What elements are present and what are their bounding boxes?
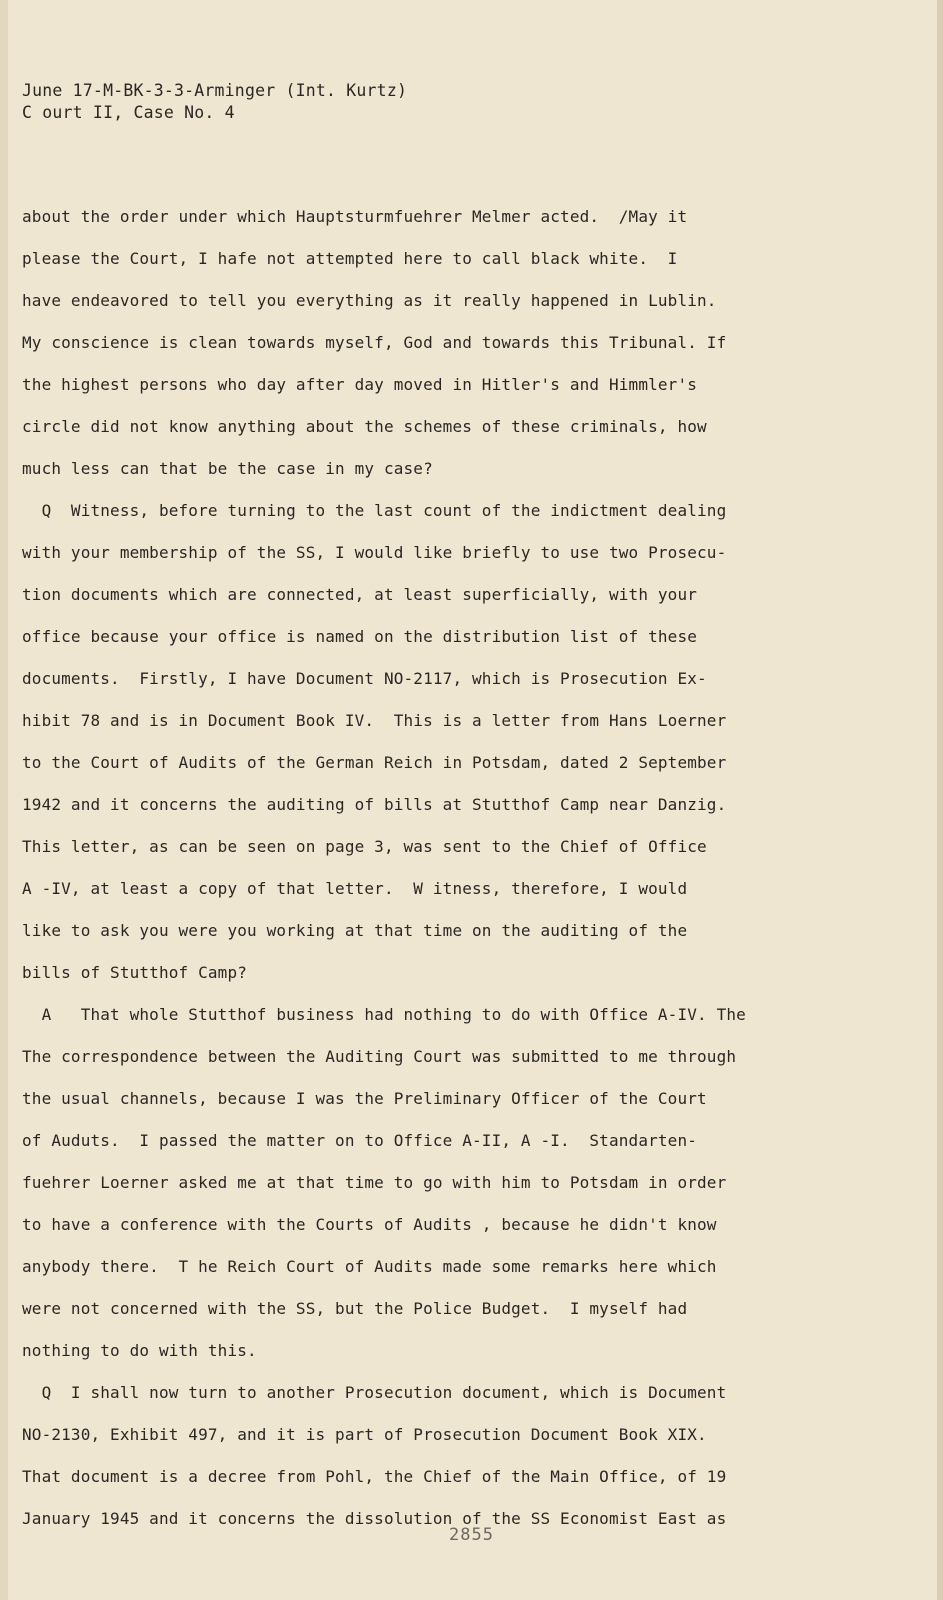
text-line: January 1945 and it concerns the dissolution of the SS Economist East as bbox=[22, 1509, 727, 1528]
text-line: Q Witness, before turning to the last count of the indictment dealing bbox=[22, 501, 727, 520]
page-edge-left bbox=[0, 0, 8, 1600]
text-line: about the order under which Hauptsturmfuehrer Melmer acted. /May it bbox=[22, 207, 688, 226]
text-line: like to ask you were you working at that time on the auditing of the bbox=[22, 921, 688, 940]
header-line-2: C ourt II, Case No. 4 bbox=[22, 103, 235, 122]
text-line: to the Court of Audits of the German Reich in Potsdam, dated 2 September bbox=[22, 753, 727, 772]
text-line: documents. Firstly, I have Document NO-2117, which is Prosecution Ex- bbox=[22, 669, 707, 688]
text-line: tion documents which are connected, at least superficially, with your bbox=[22, 585, 698, 604]
text-line: fuehrer Loerner asked me at that time to go with him to Potsdam in order bbox=[22, 1173, 727, 1192]
text-line: with your membership of the SS, I would like briefly to use two Prosecu- bbox=[22, 543, 727, 562]
page-edge-right bbox=[937, 0, 943, 1600]
text-line: A -IV, at least a copy of that letter. W itness, therefore, I would bbox=[22, 879, 688, 898]
text-line: hibit 78 and is in Document Book IV. This is a letter from Hans Loerner bbox=[22, 711, 727, 730]
text-line: A That whole Stutthof business had nothing to do with Office A-IV. The bbox=[22, 1005, 746, 1024]
text-line: of Auduts. I passed the matter on to Office A-II, A -I. Standarten- bbox=[22, 1131, 698, 1150]
document-header bbox=[22, 80, 407, 124]
text-line: This letter, as can be seen on page 3, was sent to the Chief of Office bbox=[22, 837, 707, 856]
transcript-body bbox=[22, 202, 922, 1546]
text-line: much less can that be the case in my case? bbox=[22, 459, 433, 478]
text-line: Q I shall now turn to another Prosecution document, which is Document bbox=[22, 1383, 727, 1402]
text-line: have endeavored to tell you everything as it really happened in Lublin. bbox=[22, 291, 717, 310]
text-line: the usual channels, because I was the Preliminary Officer of the Court bbox=[22, 1089, 707, 1108]
page-number: 2855 bbox=[449, 1525, 494, 1545]
text-line: please the Court, I hafe not attempted here to call black white. I bbox=[22, 249, 678, 268]
text-line: 1942 and it concerns the auditing of bills at Stutthof Camp near Danzig. bbox=[22, 795, 727, 814]
text-line: to have a conference with the Courts of Audits , because he didn't know bbox=[22, 1215, 717, 1234]
text-line: the highest persons who day after day moved in Hitler's and Himmler's bbox=[22, 375, 698, 394]
text-line: nothing to do with this. bbox=[22, 1341, 257, 1360]
text-line: NO-2130, Exhibit 497, and it is part of Prosecution Document Book XIX. bbox=[22, 1425, 707, 1444]
text-line: bills of Stutthof Camp? bbox=[22, 963, 248, 982]
text-line: My conscience is clean towards myself, God and towards this Tribunal. If bbox=[22, 333, 727, 352]
text-line: anybody there. T he Reich Court of Audits made some remarks here which bbox=[22, 1257, 717, 1276]
text-line: That document is a decree from Pohl, the Chief of the Main Office, of 19 bbox=[22, 1467, 727, 1486]
text-line: were not concerned with the SS, but the Police Budget. I myself had bbox=[22, 1299, 688, 1318]
text-line: The correspondence between the Auditing Court was submitted to me through bbox=[22, 1047, 737, 1066]
text-line: office because your office is named on the distribution list of these bbox=[22, 627, 698, 646]
header-line-1: June 17-M-BK-3-3-Arminger (Int. Kurtz) bbox=[22, 81, 408, 100]
text-line: circle did not know anything about the schemes of these criminals, how bbox=[22, 417, 707, 436]
